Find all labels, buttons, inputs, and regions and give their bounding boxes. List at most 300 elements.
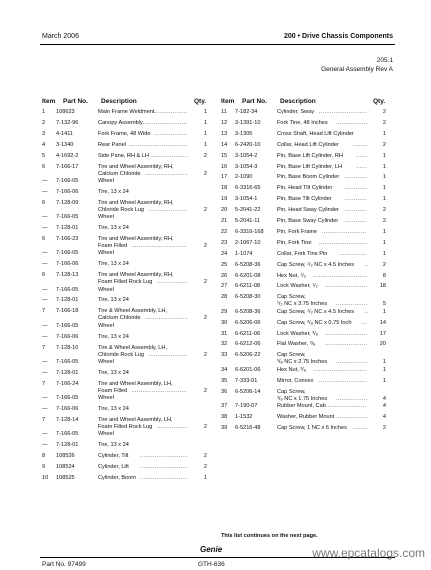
- part-description: Pin, Head Sway Cylinder: [277, 207, 339, 214]
- quantity: 1: [203, 109, 207, 115]
- part-number: 7-166-18: [56, 308, 79, 315]
- item-number: 12: [221, 119, 228, 126]
- item-number: —: [42, 261, 48, 268]
- part-number: 4-1692-2: [56, 152, 79, 159]
- part-description: Cylinder, Sway: [277, 109, 314, 115]
- item-number: 7: [42, 416, 46, 423]
- dot-leader: .......................: [145, 315, 189, 322]
- part-number: 6-6212-06: [235, 341, 261, 348]
- quantity: 1: [382, 174, 386, 181]
- part-description-line2: Chloride Rock Lug: [98, 351, 145, 358]
- part-description: Cap Screw,: [277, 388, 306, 395]
- part-description: Tire and Wheel Assembly, RH,: [98, 199, 174, 206]
- part-number: 6-6211-08: [235, 283, 261, 290]
- dot-leader: ......: [355, 152, 368, 159]
- part-number: 7-166-23: [56, 235, 79, 242]
- item-number: —: [42, 431, 48, 438]
- dot-leader: ..............................: [131, 387, 187, 394]
- dot-leader: ..: [364, 308, 369, 315]
- quantity: 20: [379, 341, 386, 348]
- part-description: Fork Tine, 48 Inches: [277, 119, 328, 126]
- part-description: Cylinder, Tilt: [98, 453, 129, 460]
- quantity: 1: [203, 141, 207, 148]
- part-number: 4-1411: [56, 130, 74, 137]
- part-description: Tire and Wheel Assembly, RH,: [98, 235, 174, 242]
- dot-leader: ............: [344, 218, 367, 224]
- part-description: Flat Washer, ³/₈: [277, 341, 316, 348]
- quantity: 2: [203, 387, 207, 394]
- item-number: 9: [42, 464, 46, 470]
- part-description: Tire & Wheel Assembly, LH,: [98, 344, 168, 351]
- header-qty: Qty.: [373, 98, 386, 105]
- quantity: 5: [382, 301, 386, 308]
- part-description: Washer, Rubber Mount: [277, 413, 335, 420]
- item-number: 6: [42, 272, 46, 279]
- item-number: —: [42, 188, 48, 195]
- part-description: Rear Panel: [98, 141, 126, 148]
- part-number: 5-2041-11: [235, 218, 261, 224]
- quantity: 2: [203, 170, 207, 177]
- quantity: 1: [203, 474, 207, 481]
- part-description-line2: Foam Filled Rock Lug: [98, 423, 153, 430]
- dot-leader: ........................: [142, 119, 188, 126]
- quantity: 2: [203, 351, 207, 358]
- item-number: 34: [221, 366, 228, 373]
- part-description: Pin, Fork Tine: [277, 239, 312, 246]
- item-number: 16: [221, 163, 228, 170]
- part-number: 6-6201-08: [235, 272, 261, 279]
- quantity: 2: [203, 279, 207, 286]
- part-description: Canopy Assembly: [98, 119, 143, 126]
- quantity: 2: [203, 423, 207, 430]
- part-description: Side Pane, RH & LH: [98, 152, 149, 159]
- part-number: 7-166-06: [56, 188, 79, 195]
- item-number: 13: [221, 130, 228, 137]
- dot-leader: ....................: [151, 152, 189, 159]
- item-number: 33: [221, 352, 228, 359]
- part-number: 6-3316-168: [235, 228, 264, 235]
- continue-note: This list continues on the next page.: [221, 533, 318, 539]
- part-number: 6-5206-14: [235, 388, 261, 395]
- dot-leader: .....................: [148, 206, 188, 213]
- quantity: 2: [382, 207, 386, 214]
- part-number: 3-1305: [235, 130, 253, 137]
- dot-leader: ..........................: [139, 464, 189, 470]
- quantity: 1: [382, 152, 386, 159]
- part-number: 7-128-10: [56, 344, 79, 351]
- item-number: 28: [221, 294, 228, 301]
- column-headers: [221, 98, 389, 108]
- part-number: 2-1090: [235, 174, 253, 181]
- part-number: 7-166-05: [56, 431, 79, 438]
- part-number: 7-166-06: [56, 261, 79, 268]
- part-description: Wheel: [98, 214, 114, 221]
- header-rule: [40, 44, 395, 45]
- header-date: March 2006: [42, 33, 79, 40]
- part-number: 3-1054-2: [235, 152, 258, 159]
- part-number: 6-5206-22: [235, 352, 261, 359]
- footer-model: GTH-636: [198, 561, 225, 568]
- dot-leader: .................: [336, 119, 368, 126]
- part-description-line2: Foam Filled Rock Lug: [98, 279, 153, 286]
- part-description-line2: Chloride Rock Lug: [98, 206, 145, 213]
- dot-leader: .................: [336, 301, 368, 308]
- part-number: 7-128-09: [56, 199, 79, 206]
- part-number: 7-166-05: [56, 177, 79, 184]
- quantity: 4: [382, 413, 386, 420]
- part-description: Tire and Wheel Assembly, LH,: [98, 380, 173, 387]
- dot-leader: ........................: [321, 228, 367, 235]
- part-number: 7-128-13: [56, 272, 79, 279]
- column-headers: [42, 98, 212, 108]
- part-description: Wheel: [98, 322, 114, 329]
- part-number: 6-6201-06: [235, 366, 261, 373]
- part-description: Tire and Wheel Assembly, RH,: [98, 272, 174, 279]
- part-description: Tire, 13 x 24: [98, 369, 129, 376]
- quantity: 17: [379, 330, 386, 337]
- dot-leader: .....................: [327, 402, 367, 409]
- item-number: 39: [221, 424, 228, 431]
- item-number: 4: [42, 141, 46, 148]
- item-number: —: [42, 333, 48, 340]
- dot-leader: ............: [344, 196, 367, 203]
- header-part: Part No.: [242, 98, 267, 105]
- part-number: 6-5216-48: [235, 424, 261, 431]
- quantity: 1: [382, 163, 386, 170]
- dot-leader: .....................: [148, 351, 188, 358]
- quantity: 1: [382, 228, 386, 235]
- item-number: 2: [42, 119, 46, 126]
- part-number: 2-1067-10: [235, 239, 261, 246]
- part-description: Main Frame Weldment: [98, 109, 155, 115]
- part-description: Tire, 13 x 24: [98, 225, 129, 231]
- header-description: Description: [280, 98, 316, 105]
- quantity: 18: [379, 283, 386, 290]
- part-description: Cylinder, Lift: [98, 464, 129, 470]
- part-description: Cross Shaft, Head Lift Cylinder: [277, 130, 354, 137]
- header-section: 200 • Drive Chassis Components: [283, 33, 393, 40]
- part-number: 7-132-96: [56, 119, 79, 126]
- part-number: 7-166-05: [56, 214, 79, 221]
- part-description: Cap Screw,: [277, 294, 306, 301]
- dot-leader: .................: [336, 359, 368, 366]
- part-description: Wheel: [98, 250, 114, 257]
- part-number: 6-6211-06: [235, 330, 261, 337]
- item-number: 15: [221, 152, 228, 159]
- item-number: 30: [221, 319, 228, 326]
- part-description: Wheel: [98, 431, 114, 438]
- part-number: 7-190-07: [235, 402, 258, 409]
- item-number: 29: [221, 308, 228, 315]
- header-description: Description: [101, 98, 137, 105]
- part-description: Rubber Mount, Cab: [277, 402, 326, 409]
- quantity: 1: [203, 119, 207, 126]
- item-number: 38: [221, 413, 228, 420]
- part-description-line2: Foam Filled: [98, 242, 128, 249]
- quantity: 2: [382, 141, 386, 148]
- footer-part-number: Part No. 97499: [42, 561, 86, 568]
- part-description: Cap Screw, ¹/₂ NC x 4.5 Inches: [277, 308, 355, 315]
- part-number: 7-166-17: [56, 163, 79, 170]
- part-description: Cap Screw,: [277, 352, 306, 359]
- dot-leader: ........: [353, 141, 368, 148]
- dot-leader: .................: [157, 279, 189, 286]
- quantity: 2: [203, 152, 207, 159]
- dot-leader: .......................: [324, 283, 368, 290]
- part-number: 6-5206-06: [235, 319, 261, 326]
- part-number: 6-5208-30: [235, 294, 261, 301]
- item-number: 25: [221, 261, 228, 268]
- part-number: 7-166-05: [56, 286, 79, 293]
- part-number: 7-166-05: [56, 250, 79, 257]
- part-number: 7-166-06: [56, 406, 79, 412]
- watermark: www.epcatalogs.com: [312, 546, 425, 560]
- quantity: 1: [382, 366, 386, 373]
- header-part: Part No.: [63, 98, 88, 105]
- genie-logo: Genie: [200, 545, 223, 554]
- quantity: 4: [382, 395, 386, 402]
- dot-leader: ..........................: [318, 109, 368, 115]
- section-title: General Assembly Rev A: [321, 66, 393, 73]
- item-number: —: [42, 177, 48, 184]
- part-number: 7-166-24: [56, 380, 79, 387]
- part-description-line2: Calcium Chloride: [98, 315, 141, 322]
- quantity: 1: [382, 308, 386, 315]
- part-description: Pin, Base Lift Cylinder, RH: [277, 152, 343, 159]
- dot-leader: ..................: [154, 130, 188, 137]
- dot-leader: ................................: [128, 141, 188, 148]
- item-number: 19: [221, 196, 228, 203]
- dot-leader: .............................: [313, 366, 367, 373]
- item-number: —: [42, 442, 48, 449]
- dot-leader: ..: [364, 261, 369, 268]
- quantity: 2: [203, 315, 207, 322]
- dot-leader: ......: [355, 163, 368, 170]
- dot-leader: .............................: [313, 272, 367, 279]
- part-description: Fork Frame, 48 Wide: [98, 130, 151, 137]
- part-number: 7-128-01: [56, 442, 79, 449]
- part-description: Tire, 13 x 24: [98, 261, 129, 268]
- part-description: Cylinder, Boom: [98, 474, 136, 481]
- dot-leader: ..........................: [139, 474, 189, 481]
- item-number: 6: [42, 199, 46, 206]
- part-number: 6-5208-36: [235, 261, 261, 268]
- item-number: 10: [42, 474, 49, 481]
- part-description: Pin, Base Lift Cylinder, LH: [277, 163, 342, 170]
- dot-leader: .......................: [324, 341, 368, 348]
- part-description: Tire and Wheel Assembly, RH,: [98, 163, 174, 170]
- part-description: Pin, Fork Frame: [277, 228, 318, 235]
- part-description: Pin, Base Tilt Cylinder: [277, 196, 332, 203]
- item-number: 27: [221, 283, 228, 290]
- item-number: 11: [221, 109, 227, 115]
- part-description: Lock Washer, ¹/₂: [277, 283, 318, 290]
- part-description: Mirror, Convex: [277, 377, 314, 384]
- item-number: 21: [221, 218, 228, 224]
- quantity: 2: [203, 206, 207, 213]
- quantity: 2: [382, 109, 386, 115]
- quantity: 1: [382, 359, 386, 366]
- item-number: —: [42, 225, 48, 231]
- header-qty: Qty.: [194, 98, 207, 105]
- item-number: 24: [221, 250, 228, 257]
- part-description: Tire and Wheel Assembly, LH,: [98, 416, 173, 423]
- part-number: 3-1340: [56, 141, 74, 148]
- part-description: Tire, 13 x 24: [98, 188, 129, 195]
- item-number: 23: [221, 239, 228, 246]
- item-number: 37: [221, 402, 228, 409]
- part-number: 7-128-01: [56, 369, 79, 376]
- quantity: 2: [203, 242, 207, 249]
- part-number: 7-182-34: [235, 109, 258, 115]
- quantity: 1: [382, 239, 386, 246]
- item-number: 22: [221, 228, 228, 235]
- part-number: 6-2420-10: [235, 141, 261, 148]
- item-number: —: [42, 297, 48, 304]
- dot-leader: ..........................: [318, 377, 368, 384]
- item-number: 20: [221, 207, 228, 214]
- item-number: 5: [42, 152, 46, 159]
- quantity: 1: [382, 377, 386, 384]
- part-description-line2: ¹/₂ NC x 3.75 Inches: [277, 301, 328, 308]
- quantity: 4: [382, 402, 386, 409]
- item-number: —: [42, 250, 48, 257]
- item-number: 26: [221, 272, 228, 279]
- header-item: Item: [221, 98, 235, 105]
- part-number: 108525: [56, 474, 75, 481]
- part-description: Lock Washer, ³/₈: [277, 330, 318, 337]
- part-description: Cap Screw, ¹/₂ NC x 4.5 Inches: [277, 261, 355, 268]
- part-description: Wheel: [98, 177, 114, 184]
- item-number: 36: [221, 388, 228, 395]
- part-description: Collar, Head Lift Cylinder: [277, 141, 339, 148]
- part-number: 3-1391-10: [235, 119, 261, 126]
- part-description: Wheel: [98, 286, 114, 293]
- item-number: 35: [221, 377, 228, 384]
- item-number: 14: [221, 141, 228, 148]
- item-number: 7: [42, 308, 46, 315]
- quantity: 2: [382, 119, 386, 126]
- quantity: 1: [382, 196, 386, 203]
- item-number: 7: [42, 344, 46, 351]
- part-description: Pin, Head Tilt Cylinder: [277, 185, 333, 192]
- part-number: 7-333-01: [235, 377, 258, 384]
- part-description-line2: ³/₈ NC x 2.75 Inches: [277, 359, 328, 366]
- part-number: 7-128-14: [56, 416, 79, 423]
- item-number: 31: [221, 330, 228, 337]
- item-number: 7: [42, 380, 46, 387]
- part-number: 7-166-05: [56, 395, 79, 402]
- quantity: 2: [203, 464, 207, 470]
- item-number: 3: [42, 130, 46, 137]
- part-description: Tire, 13 x 24: [98, 442, 129, 449]
- quantity: 14: [379, 319, 386, 326]
- dot-leader: ............: [344, 207, 367, 214]
- part-description: Wheel: [98, 395, 114, 402]
- part-number: 108623: [56, 109, 75, 115]
- dot-leader: .................: [336, 413, 368, 420]
- part-number: 1-1074: [235, 250, 253, 257]
- part-description-line2: Foam Filled: [98, 387, 128, 394]
- item-number: —: [42, 286, 48, 293]
- dot-leader: ..................: [154, 109, 188, 115]
- item-number: —: [42, 358, 48, 365]
- dot-leader: ..........................: [318, 239, 368, 246]
- part-description: Pin, Base Sway Cylinder: [277, 218, 339, 224]
- item-number: —: [42, 369, 48, 376]
- item-number: 6: [42, 235, 46, 242]
- item-number: 32: [221, 341, 228, 348]
- item-number: 18: [221, 185, 228, 192]
- item-number: 8: [42, 453, 46, 460]
- quantity: 1: [203, 130, 207, 137]
- part-description: Tire, 13 x 24: [98, 333, 129, 340]
- parts-column-right: [221, 98, 389, 431]
- quantity: 1: [382, 250, 386, 257]
- part-number: 3-1054-3: [235, 163, 258, 170]
- part-number: 7-166-05: [56, 322, 79, 329]
- dot-leader: ............: [344, 185, 367, 192]
- part-number: 108526: [56, 453, 75, 460]
- part-number: 1-1532: [235, 413, 253, 420]
- quantity: 1: [382, 130, 386, 137]
- part-description: Hex Nut, ¹/₂: [277, 272, 306, 279]
- quantity: 1: [382, 185, 386, 192]
- dot-leader: ............: [344, 174, 367, 181]
- part-description-line2: Calcium Chloride: [98, 170, 141, 177]
- parts-column-left: [42, 98, 212, 481]
- part-number: 7-166-05: [56, 358, 79, 365]
- part-description: Wheel: [98, 358, 114, 365]
- item-number: —: [42, 214, 48, 221]
- dot-leader: ...: [361, 319, 368, 326]
- dot-leader: ..........................: [139, 453, 189, 460]
- header-item: Item: [42, 98, 56, 105]
- dot-leader: .................: [336, 395, 368, 402]
- item-number: —: [42, 395, 48, 402]
- part-description: Cap Screw, ³/₈ NC x 0.75 Inch: [277, 319, 352, 326]
- item-number: 1: [42, 109, 46, 115]
- quantity: 8: [382, 272, 386, 279]
- part-description: Collar, Fork Tine Pin: [277, 250, 328, 257]
- part-description: Pin, Base Boom Cylinder: [277, 174, 340, 181]
- part-number: 6-3316-65: [235, 185, 261, 192]
- part-description: Tire, 13 x 24: [98, 406, 129, 412]
- dot-leader: .................: [157, 423, 189, 430]
- dot-leader: .......................: [145, 170, 189, 177]
- part-description-line2: ³/₈ NC x 1.75 Inches: [277, 395, 328, 402]
- dot-leader: ..............................: [131, 242, 187, 249]
- part-number: 7-166-06: [56, 333, 79, 340]
- item-number: 6: [42, 163, 46, 170]
- item-number: —: [42, 406, 48, 412]
- quantity: 2: [203, 453, 207, 460]
- dot-leader: .......................: [324, 330, 368, 337]
- part-number: 7-128-01: [56, 297, 79, 304]
- item-number: 17: [221, 174, 228, 181]
- section-number: 205.1: [376, 57, 393, 64]
- part-number: 6-5208-36: [235, 308, 261, 315]
- part-number: 3-1054-1: [235, 196, 258, 203]
- part-number: 7-128-01: [56, 225, 79, 231]
- quantity: 2: [382, 218, 386, 224]
- dot-leader: ...............: [338, 250, 367, 257]
- dot-leader: ........: [353, 424, 368, 431]
- item-number: —: [42, 322, 48, 329]
- quantity: 2: [382, 424, 386, 431]
- part-description: Hex Nut, ³/₈: [277, 366, 307, 373]
- quantity: 2: [382, 261, 386, 268]
